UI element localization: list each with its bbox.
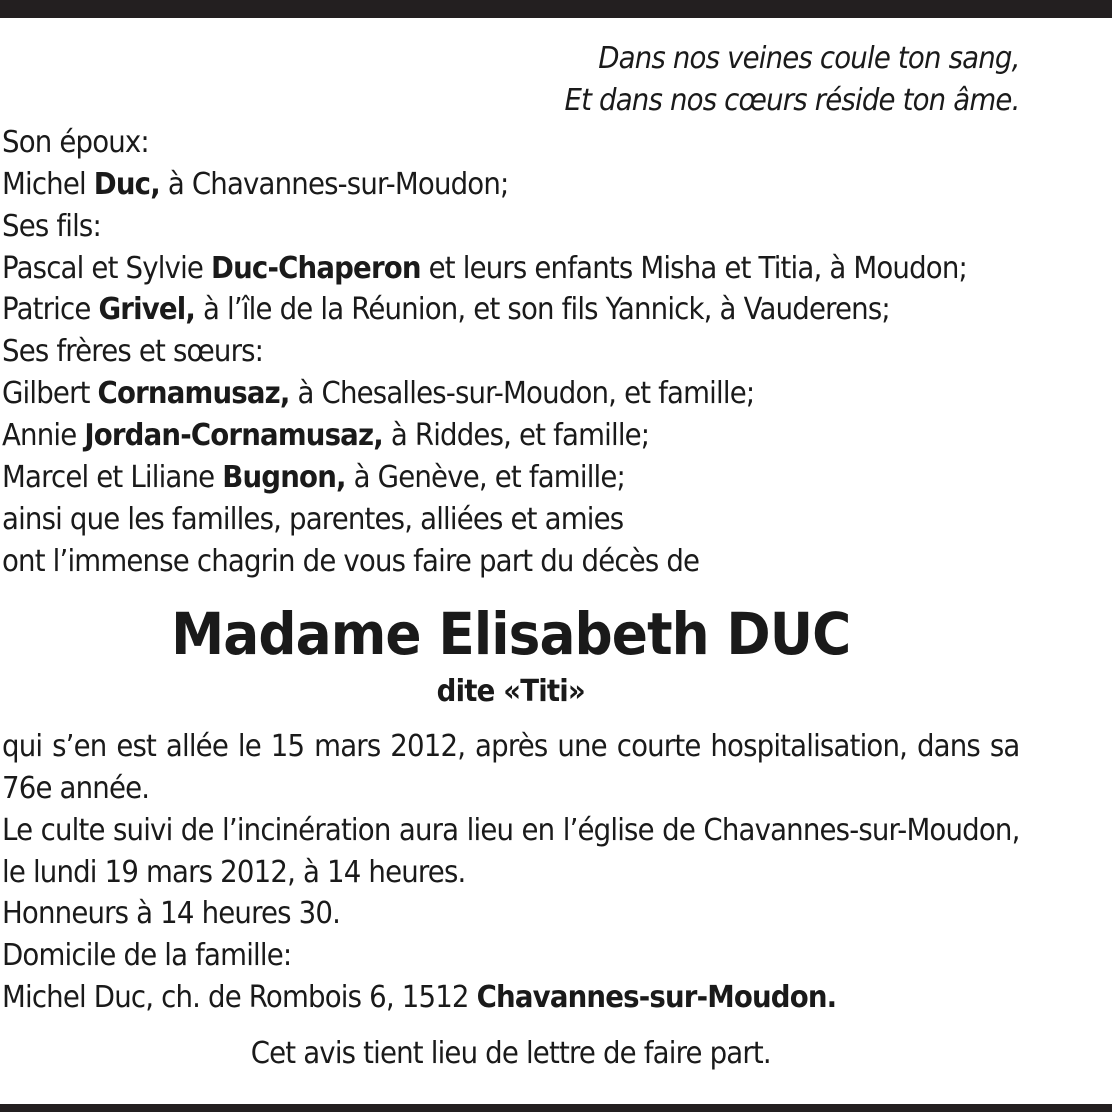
address-town: Chavannes-sur-Moudon. xyxy=(476,980,837,1016)
sibling-entry xyxy=(2,457,1020,499)
death-notice xyxy=(2,38,1020,1075)
closing-note: Cet avis tient lieu de lettre de faire part. xyxy=(250,1036,771,1072)
first-names: Michel xyxy=(2,166,86,202)
siblings-heading: Ses frères et sœurs: xyxy=(2,334,264,370)
sons-heading: Ses fils: xyxy=(2,208,101,244)
honours-time: Honneurs à 14 heures 30. xyxy=(2,896,341,932)
son-entry xyxy=(2,248,1020,290)
surname: Duc, xyxy=(93,166,160,202)
top-rule xyxy=(0,0,1112,18)
bottom-rule xyxy=(0,1104,1112,1112)
first-names: Marcel et Liliane xyxy=(2,460,215,496)
son-entry xyxy=(2,289,1020,331)
extended-family: ainsi que les familles, parentes, alliées et amies xyxy=(2,501,624,537)
address-street: Michel Duc, ch. de Rombois 6, 1512 xyxy=(2,980,469,1016)
surname: Jordan-Cornamusaz, xyxy=(84,418,383,454)
sibling-entry xyxy=(2,415,1020,457)
deceased-name: Madame Elisabeth DUC xyxy=(171,599,851,668)
announcement: ont l’immense chagrin de vous faire part du décès de xyxy=(2,543,700,579)
spouse-heading: Son époux: xyxy=(2,124,149,160)
epigraph-line: Dans nos veines coule ton sang, xyxy=(598,41,1020,76)
spouse-entry xyxy=(2,164,1020,206)
surname: Bugnon, xyxy=(222,460,346,496)
first-names: Gilbert xyxy=(2,376,90,412)
entry-rest: à Genève, et famille; xyxy=(353,460,626,496)
service-details: Le culte suivi de l’incinération aura lieu en l’église de Chavannes-sur-Moudon, le lundi 19 mars 2012, à 14 heures. xyxy=(2,812,1020,890)
home-heading: Domicile de la famille: xyxy=(2,938,292,974)
surname: Duc-Chaperon xyxy=(211,250,421,286)
first-names: Annie xyxy=(2,418,77,454)
entry-rest: à Riddes, et famille; xyxy=(390,418,650,454)
entry-rest: à l’île de la Réunion, et son fils Yannick, à Vauderens; xyxy=(203,292,890,328)
family-address xyxy=(2,977,1020,1019)
first-names: Patrice xyxy=(2,292,91,328)
entry-rest: et leurs enfants Misha et Titia, à Moudon; xyxy=(428,250,967,286)
entry-rest: à Chavannes-sur-Moudon; xyxy=(167,166,509,202)
deceased-nickname: dite «Titi» xyxy=(436,673,585,709)
surname: Cornamusaz, xyxy=(97,376,290,412)
epigraph-line: Et dans nos cœurs réside ton âme. xyxy=(564,82,1020,118)
first-names: Pascal et Sylvie xyxy=(2,250,204,286)
surname: Grivel, xyxy=(98,292,196,328)
epigraph xyxy=(2,38,1020,122)
sibling-entry xyxy=(2,373,1020,415)
entry-rest: à Chesalles-sur-Moudon, et famille; xyxy=(297,376,755,412)
passing-details: qui s’en est allée le 15 mars 2012, après une courte hospitalisation, dans sa 76e année. xyxy=(2,728,1020,806)
